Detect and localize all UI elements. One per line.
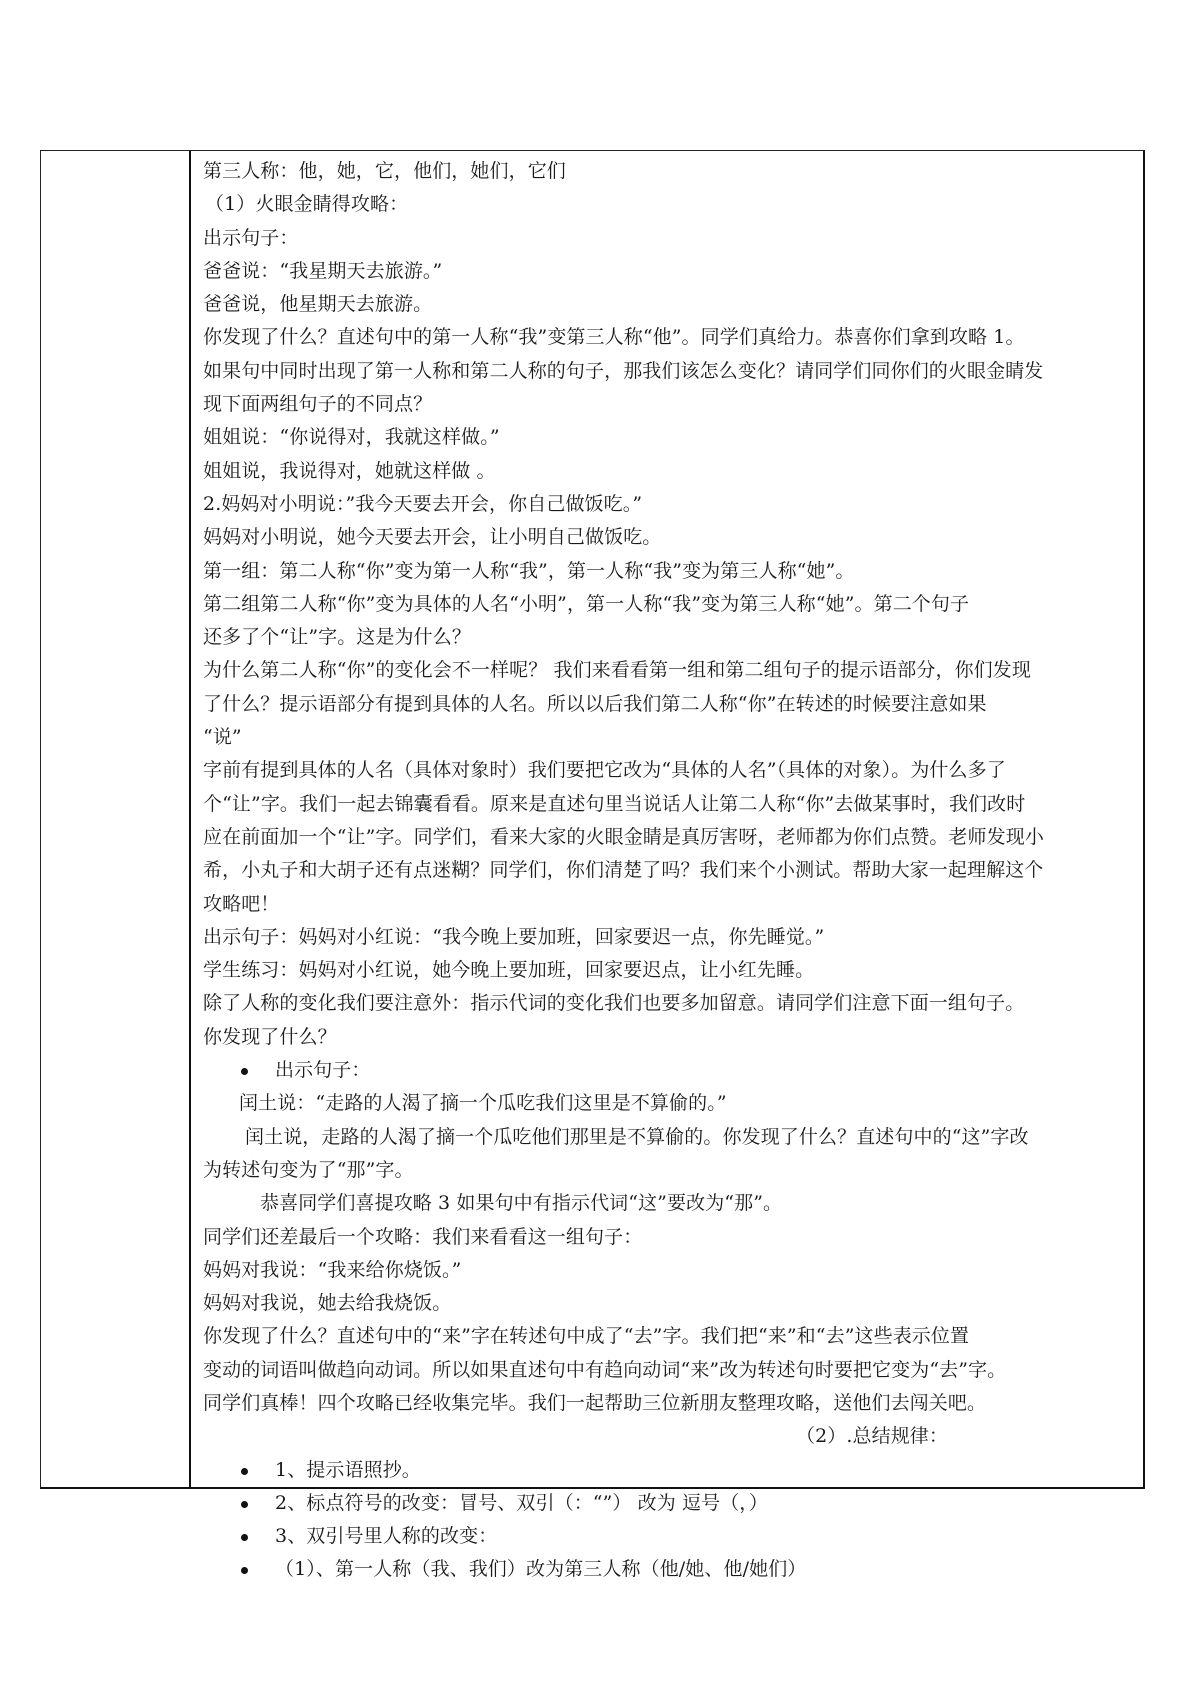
text-line: 妈妈对我说：“我来给你烧饭。” <box>203 1258 462 1281</box>
text-line: 学生练习：妈妈对小红说，她今晚上要加班，回家要迟点，让小红先睡。 <box>203 959 815 982</box>
text-line: 为转述句变为了“那”字。 <box>203 1158 414 1181</box>
text-line: 爸爸说：“我星期天去旅游。” <box>203 259 443 282</box>
text-line: 变动的词语叫做趋向动词。所以如果直述句中有趋向动词“来”改为转述句时要把它变为“去”字。 <box>203 1358 1007 1381</box>
bullet-text: 1、提示语照抄。 <box>275 1458 421 1481</box>
text-line: 闰土说，走路的人渴了摘一个瓜吃他们那里是不算偷的。你发现了什么？直述句中的“这”字改 <box>245 1125 1029 1148</box>
text-line: 还多了个“让”字。这是为什么？ <box>203 626 471 649</box>
text-line: 第三人称：他，她，它，他们，她们，它们 <box>203 160 566 182</box>
lesson-table <box>40 150 1145 1581</box>
bullet-icon <box>241 1468 248 1475</box>
bullet-icon <box>241 1068 248 1075</box>
text-line: 妈妈对我说，她去给我烧饭。 <box>203 1292 452 1315</box>
text-line: 希，小丸子和大胡子还有点迷糊？同学们，你们清楚了吗？我们来个小测试。帮助大家一起理解这个 <box>203 859 1044 882</box>
bullet-item <box>203 1553 1133 1586</box>
text-line: 第二组第二人称“你”变为具体的人名“小明”，第一人称“我”变为第三人称“她”。第二个句子 <box>203 592 970 615</box>
text-line: 2.妈妈对小明说：”我今天要去开会，你自己做饭吃。” <box>203 492 643 515</box>
text-line: 为什么第二人称“你”的变化会不一样呢？ 我们来看看第一组和第二组句子的提示语部分，你们发现 <box>203 659 1031 682</box>
bullet-item <box>203 1487 1133 1520</box>
bullet-item <box>203 1520 1133 1553</box>
text-line: 同学们还差最后一个攻略：我们来看看这一组句子： <box>203 1225 643 1248</box>
bullet-item <box>203 1454 1133 1487</box>
bullet-text: 3、双引号里人称的改变： <box>275 1525 498 1548</box>
text-line: 闰土说：“走路的人渴了摘一个瓜吃我们这里是不算偷的。” <box>239 1092 727 1115</box>
text-line: 你发现了什么？直述句中的“来”字在转述句中成了“去”字。我们把“来”和“去”这些表示位置 <box>203 1325 970 1348</box>
bullet-text: 2、标点符号的改变：冒号、双引（：“”） 改为 逗号（，） <box>275 1491 768 1514</box>
text-line: 攻略吧！ <box>203 892 280 915</box>
bullet-icon <box>241 1501 248 1508</box>
text-line: “说” <box>203 726 242 749</box>
text-line: 第一组：第二人称“你”变为第一人称“我”，第一人称“我”变为第三人称“她”。 <box>203 559 855 582</box>
text-line: 字前有提到具体的人名（具体对象时）我们要把它改为“具体的人名”（具体的对象）。为什么多了 <box>203 759 1006 782</box>
text-line: 妈妈对小明说，她今天要去开会，让小明自己做饭吃。 <box>203 526 662 549</box>
bullet-item <box>203 1054 1133 1087</box>
text-line: 如果句中同时出现了第一人称和第二人称的句子，那我们该怎么变化？请同学们同你们的火眼金睛发 <box>203 359 1044 382</box>
summary-heading: （2）.总结规律： <box>795 1425 948 1448</box>
bullet-icon <box>241 1534 248 1541</box>
text-line: 你发现了什么？ <box>203 1025 337 1048</box>
text-line: 现下面两组句子的不同点？ <box>203 393 433 416</box>
section-heading: （1）火眼金睛得攻略： <box>205 193 409 216</box>
text-line: 应在前面加一个“让”字。同学们，看来大家的火眼金睛是真厉害呀，老师都为你们点赞。老师发现小 <box>203 825 1044 848</box>
text-line: 姐姐说，我说得对，她就这样做 。 <box>203 459 496 482</box>
text-line: 出示句子：妈妈对小红说：“我今晚上要加班，回家要迟一点，你先睡觉。” <box>203 925 825 948</box>
text-line: 出示句子： <box>203 226 299 249</box>
text-line: 除了人称的变化我们要注意外：指示代词的变化我们也要多加留意。请同学们注意下面一组句子。 <box>203 992 1025 1015</box>
text-line: 你发现了什么？直述句中的第一人称“我”变第三人称“他”。同学们真给力。恭喜你们拿到攻略 1。 <box>203 326 1025 349</box>
text-line: 了什么？提示语部分有提到具体的人名。所以以后我们第二人称“你”在转述的时候要注意如果 <box>203 692 987 715</box>
bullet-text: 出示句子： <box>275 1059 371 1082</box>
text-line: 姐姐说：“你说得对，我就这样做。” <box>203 426 500 449</box>
left-column-cell <box>41 151 191 1487</box>
content-cell <box>191 151 1143 1581</box>
text-line: 同学们真棒！四个攻略已经收集完毕。我们一起帮助三位新朋友整理攻略，送他们去闯关吧。 <box>203 1391 987 1414</box>
text-line: 爸爸说，他星期天去旅游。 <box>203 293 433 316</box>
text-line: 恭喜同学们喜提攻略 3 如果句中有指示代词“这”要改为“那”。 <box>260 1192 783 1215</box>
bullet-icon <box>241 1567 248 1574</box>
text-line: 个“让”字。我们一起去锦囊看看。原来是直述句里当说话人让第二人称“你”去做某事时，我们改时 <box>203 792 1026 815</box>
bullet-text: （1）、第一人称（我、我们）改为第三人称（他/她、他/她们） <box>275 1558 807 1581</box>
